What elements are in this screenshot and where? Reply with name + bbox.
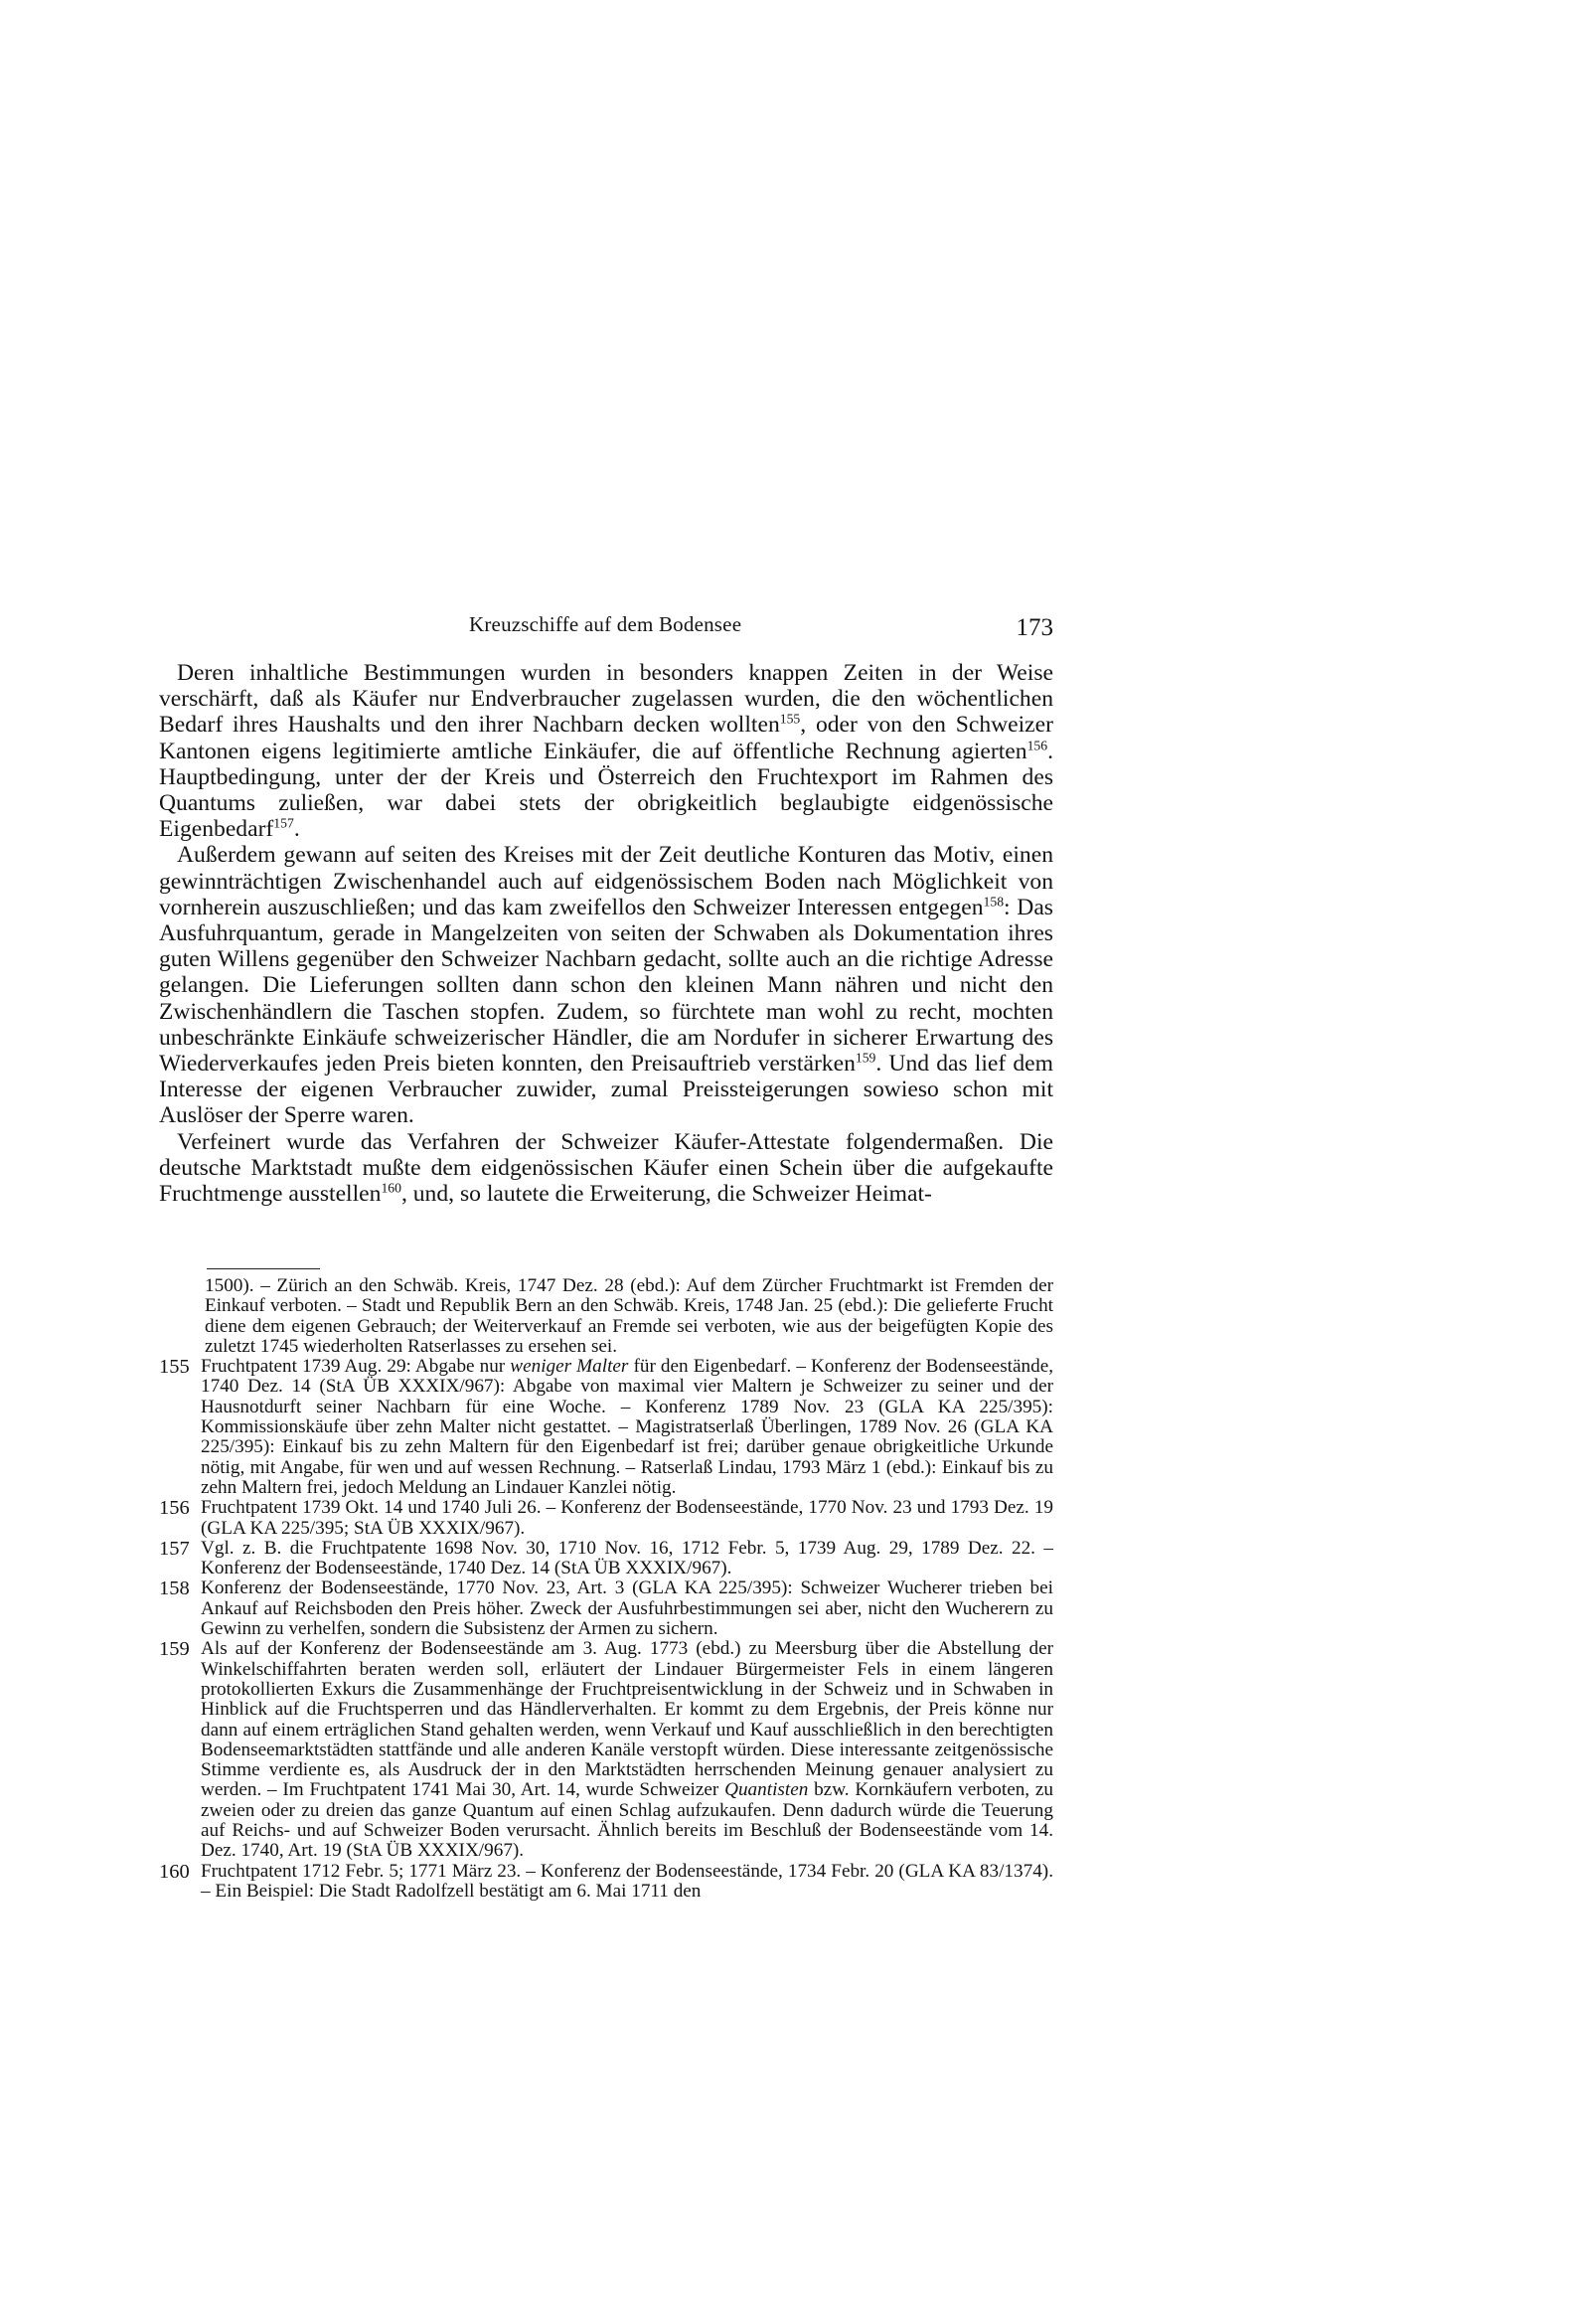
running-title: Kreuzschiffe auf dem Bodensee <box>469 612 742 636</box>
footnote-ref: 160 <box>381 1180 401 1196</box>
footnote-156: 156 Fruchtpatent 1739 Okt. 14 und 1740 Juli 26. – Konferenz der Bodenseestände, 1770 Nov. 23 und 1793 Dez. 19 (GLA KA 225/395; StA ÜB XXXIX/967). <box>159 1497 1053 1539</box>
footnote-ref: 158 <box>983 894 1005 910</box>
footnote-ref: 155 <box>779 711 801 727</box>
paragraph: Außerdem gewann auf seiten des Kreises mit der Zeit deutliche Konturen das Motiv, einen gewinnträchtigen Zwischenhandel auch auf eidgenössischem Boden nach Möglichkeit von vornherein auszuschließen; und das kam zweifellos den Schweizer Interessen entgegen$^{158}$: Das Ausfuhrquantum, gerade in Mangelzeiten von seiten der Schwaben als Dokumentation ihres guten Willens gegenüber den Schweizer Nachbarn gedacht, sollte auch an die richtige Adresse gelangen. Die Lieferungen sollten dann schon den kleinen Mann nähren und nicht den Zwischenhändlern die Taschen stopfen. Zudem, so fürchtete man wohl zu recht, mochten unbeschränkte Einkäufe schweizerischer Händler, die am Nordufer in sicherer Erwartung des Wiederverkaufes jeden Preis bieten konnten, den Preisauftrieb verstärken$^{159}$. Und das lief dem Interesse der eigenen Verbraucher zuwider, zumal Preissteigerungen sowieso schon mit Auslöser der Sperre waren. <box>159 842 1053 1129</box>
footnote-number: 156 <box>159 1497 190 1520</box>
footnote-divider <box>207 1268 320 1269</box>
footnote-157: 157 Vgl. z. B. die Fruchtpatente 1698 Nov. 30, 1710 Nov. 16, 1712 Febr. 5, 1739 Aug. 29, 1789 Dez. 22. – Konferenz der Bodenseestände, 1740 Dez. 14 (StA ÜB XXXIX/967). <box>159 1537 1053 1579</box>
page-number: 173 <box>1016 614 1053 641</box>
footnote-number: 159 <box>159 1638 190 1661</box>
footnote-continuation: 1500). – Zürich an den Schwäb. Kreis, 1747 Dez. 28 (ebd.): Auf dem Zürcher Fruchtmarkt ist Fremden der Einkauf verboten. – Stadt und Republik Bern an den Schwäb. Kreis, 1748 Jan. 25 (ebd.): Die gelieferte Frucht diene dem eigenen Gebrauch; der Weiterverkauf an Fremde sei verboten, wie aus der beigefügten Kopie des zuletzt 1745 wiederholten Ratserlasses zu ersehen sei. <box>205 1275 1053 1357</box>
footnote-number: 155 <box>159 1356 190 1379</box>
footnote-ref: 156 <box>1026 738 1048 753</box>
footnote-159: 159 Als auf der Konferenz der Bodenseestände am 3. Aug. 1773 (ebd.) zu Meersburg über die Abstellung der Winkelschiffahrten beraten werden soll, erläutert der Lindauer Bürgermeister Fels in einem längeren protokollierten Exkurs die Zusammenhänge der Fruchtpreisentwicklung in der Schweiz und in Schwaben in Hinblick auf die Fruchtsperren und das Händlerverhalten. Er kommt zu dem Ergebnis, der Preis könne nur dann auf einem erträglichen Stand gehalten werden, wenn Verkauf und Kauf ausschließlich in den berechtigten Bodenseemarktstädten stattfände und alle anderen Kanäle verstopft würden. Diese interessante zeitgenössische Stimme verdiente es, als Ausdruck der in den Marktstädten herrschenden Meinung genauer analysiert zu werden. – Im Fruchtpatent 1741 Mai 30, Art. 14, wurde Schweizer Quantisten bzw. Kornkäufern verboten, zu zweien oder zu dreien das ganze Quantum auf einen Schlag aufzukaufen. Denn dadurch würde die Teuerung auf Reichs- und auf Schweizer Boden verursacht. Ähnlich bereits im Beschluß der Bodenseestände vom 14. Dez. 1740, Art. 19 (StA ÜB XXXIX/967). <box>159 1638 1053 1862</box>
paragraph: Deren inhaltliche Bestimmungen wurden in besonders knappen Zeiten in der Weise verschärft, daß als Käufer nur Endverbraucher zugelassen wurden, die den wöchentlichen Bedarf ihres Haushalts und den ihrer Nachbarn decken wollten$^{155}$, oder von den Schweizer Kantonen eigens legitimierte amtliche Einkäufer, die auf öffentliche Rechnung agierten$^{156}$. Hauptbedingung, unter der der Kreis und Österreich den Fruchtexport im Rahmen des Quantums zuließen, war dabei stets der obrigkeitlich beglaubigte eidgenössische Eigenbedarf$^{157}$. <box>159 660 1053 843</box>
footnote-160: 160 Fruchtpatent 1712 Febr. 5; 1771 März 23. – Konferenz der Bodenseestände, 1734 Febr. 20 (GLA KA 83/1374). – Ein Beispiel: Die Stadt Radolfzell bestätigt am 6. Mai 1711 den <box>159 1860 1053 1902</box>
footnote-number: 157 <box>159 1537 190 1560</box>
footnote-number: 158 <box>159 1577 190 1600</box>
page-header <box>159 612 1053 652</box>
footnote-158: 158 Konferenz der Bodenseestände, 1770 Nov. 23, Art. 3 (GLA KA 225/395): Schweizer Wucherer trieben bei Ankauf auf Reichsboden den Preis höher. Zweck der Ausfuhrbestimmungen sei aber, nicht den Wucherern zu Gewinn zu verhelfen, sondern die Subsistenz der Armen zu sichern. <box>159 1577 1053 1640</box>
footnote-number: 160 <box>159 1860 190 1883</box>
main-text <box>159 660 1053 1207</box>
footnote-ref: 159 <box>855 1050 876 1066</box>
footnotes <box>159 1276 1053 1902</box>
paragraph: Verfeinert wurde das Verfahren der Schweizer Käufer-Attestate folgendermaßen. Die deutsche Marktstadt mußte dem eidgenössischen Käufer einen Schein über die aufgekaufte Fruchtmenge ausstellen$^{160}$, und, so lautete die Erweiterung, die Schweizer Heimat- <box>159 1128 1053 1208</box>
footnote-155: 155 Fruchtpatent 1739 Aug. 29: Abgabe nur weniger Malter für den Eigenbedarf. – Konferenz der Bodenseestände, 1740 Dez. 14 (StA ÜB XXXIX/967): Abgabe von maximal vier Maltern je Schweizer zu seiner und der Hausnotdurft seiner Nachbarn für eine Woche. – Konferenz 1789 Nov. 23 (GLA KA 225/395): Kommissionskäufe über zehn Malter nicht gestattet. – Magistratserlaß Überlingen, 1789 Nov. 26 (GLA KA 225/395): Einkauf bis zu zehn Maltern für den Eigenbedarf ist frei; darüber genaue obrigkeitliche Urkunde nötig, mit Angabe, für wen und auf wessen Rechnung. – Ratserlaß Lindau, 1793 März 1 (ebd.): Einkauf bis zu zehn Maltern frei, jedoch Meldung an Lindauer Kanzlei nötig. <box>159 1356 1054 1498</box>
footnote-ref: 157 <box>273 815 294 831</box>
